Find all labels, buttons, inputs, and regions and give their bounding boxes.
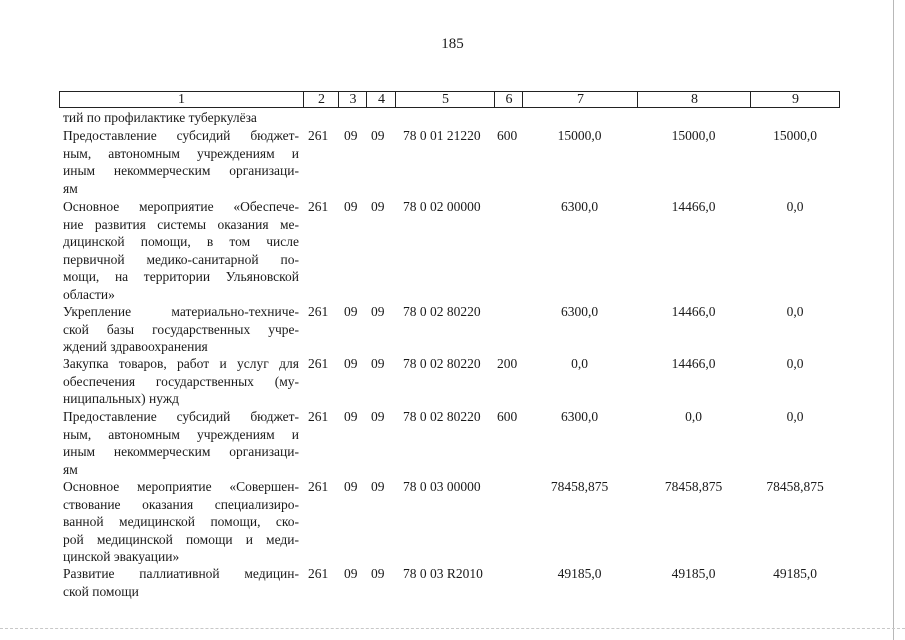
header-col-3: 3 — [338, 92, 367, 107]
cell-c9: 0,0 — [786, 304, 804, 319]
row-description — [63, 408, 299, 478]
description-line: области» — [63, 286, 115, 302]
cell-c5: 78 0 02 80220 — [403, 356, 481, 371]
description-line: Основное мероприятие «Обеспече- — [63, 199, 299, 214]
cell-c4: 09 — [371, 409, 385, 424]
cell-c4: 09 — [371, 479, 385, 494]
cell-c8: 14466,0 — [671, 199, 716, 214]
cell-c3: 09 — [344, 304, 358, 319]
cell-c2: 261 — [308, 199, 329, 214]
description-line: Предоставление субсидий бюджет- — [63, 409, 299, 424]
description-line: Укрепление материально-техниче- — [63, 304, 299, 319]
cell-c8: 15000,0 — [671, 128, 716, 143]
header-col-8: 8 — [637, 92, 751, 107]
cell-c5: 78 0 02 80220 — [403, 304, 481, 319]
cell-c9: 78458,875 — [766, 479, 824, 494]
description-line: ждений здравоохранения — [63, 339, 208, 354]
cell-c5: 78 0 01 21220 — [403, 128, 481, 143]
header-col-4: 4 — [366, 92, 396, 107]
cell-c9: 49185,0 — [773, 566, 817, 581]
cell-c6: 200 — [497, 356, 518, 371]
cell-c3: 09 — [344, 409, 358, 424]
description-line: обеспечения государственных (му- — [63, 373, 299, 389]
row-description — [63, 565, 299, 600]
row-description — [63, 303, 299, 356]
description-line: ным, автономным учреждениям и — [63, 145, 299, 161]
cell-c3: 09 — [344, 199, 358, 214]
cell-c8: 14466,0 — [671, 356, 716, 371]
row-description — [63, 127, 299, 197]
description-line: ниципальных) нужд — [63, 391, 180, 406]
cell-c9: 15000,0 — [773, 128, 817, 143]
description-line: ванной медицинской помощи, ско- — [63, 514, 299, 529]
cell-c5: 78 0 02 00000 — [403, 199, 481, 214]
cell-c7: 0,0 — [571, 356, 588, 371]
cell-c7: 6300,0 — [560, 304, 599, 319]
cell-c8: 0,0 — [685, 409, 702, 424]
cell-c8: 14466,0 — [671, 304, 716, 319]
description-line: рой медицинской помощи и меди- — [63, 531, 299, 547]
cell-c7: 49185,0 — [557, 566, 602, 581]
row-description — [63, 355, 299, 408]
cell-c4: 09 — [371, 128, 385, 143]
cell-c6: 600 — [497, 128, 518, 143]
page-number: 185 — [441, 36, 464, 52]
page-edge-bottom — [0, 628, 905, 629]
header-col-5: 5 — [395, 92, 495, 107]
description-line: Развитие паллиативной медицин- — [63, 566, 299, 581]
cell-c2: 261 — [308, 409, 329, 424]
cell-c3: 09 — [344, 128, 358, 143]
description-line: Закупка товаров, работ и услуг для — [63, 356, 299, 371]
description-line: иным некоммерческим организаци- — [63, 163, 299, 178]
cell-c9: 0,0 — [786, 356, 804, 371]
cell-c5: 78 0 03 R2010 — [403, 566, 483, 581]
cell-c7: 6300,0 — [560, 409, 599, 424]
description-line: ствование оказания специализиро- — [63, 496, 299, 512]
cell-c3: 09 — [344, 566, 358, 581]
cell-c6: 600 — [497, 409, 518, 424]
cell-c8: 78458,875 — [664, 479, 723, 494]
cell-c5: 78 0 03 00000 — [403, 479, 481, 494]
header-col-7: 7 — [522, 92, 638, 107]
cell-c7: 78458,875 — [550, 479, 609, 494]
cell-c4: 09 — [371, 304, 385, 319]
header-col-1: 1 — [178, 92, 185, 107]
cell-c8: 49185,0 — [671, 566, 716, 581]
cell-c4: 09 — [371, 199, 385, 214]
cell-c2: 261 — [308, 356, 329, 371]
description-line: первичной медико-санитарной по- — [63, 251, 299, 267]
description-line: ской базы государственных учре- — [63, 321, 299, 337]
description-line: ям — [63, 180, 78, 196]
continuation-text: тий по профилактике туберкулёза — [63, 110, 257, 125]
cell-c2: 261 — [308, 128, 329, 143]
header-col-2: 2 — [303, 92, 339, 107]
cell-c2: 261 — [308, 479, 329, 494]
description-line: Основное мероприятие «Совершен- — [63, 479, 299, 494]
description-line: цинской эвакуации» — [63, 549, 180, 564]
table-header — [59, 91, 840, 108]
header-col-6: 6 — [494, 92, 523, 107]
cell-c3: 09 — [344, 356, 358, 371]
description-line: ние развития системы оказания ме- — [63, 216, 299, 232]
description-line: ным, автономным учреждениям и — [63, 426, 299, 442]
cell-c9: 0,0 — [786, 199, 804, 214]
description-line: мощи, на территории Ульяновской — [63, 269, 299, 284]
cell-c2: 261 — [308, 304, 329, 319]
cell-c5: 78 0 02 80220 — [403, 409, 481, 424]
description-line: дицинской помощи, в том числе — [63, 234, 299, 249]
cell-c4: 09 — [371, 566, 385, 581]
header-col-9: 9 — [750, 92, 840, 107]
page-edge — [893, 0, 894, 640]
row-description — [63, 478, 299, 566]
cell-c7: 15000,0 — [557, 128, 602, 143]
cell-c2: 261 — [308, 566, 329, 581]
cell-c3: 09 — [344, 479, 358, 494]
cell-c4: 09 — [371, 356, 385, 371]
description-line: иным некоммерческим организаци- — [63, 444, 299, 459]
description-line: ям — [63, 461, 78, 477]
cell-c7: 6300,0 — [560, 199, 599, 214]
description-line: Предоставление субсидий бюджет- — [63, 128, 299, 143]
row-description — [63, 198, 299, 303]
cell-c9: 0,0 — [786, 409, 804, 424]
description-line: ской помощи — [63, 583, 139, 599]
